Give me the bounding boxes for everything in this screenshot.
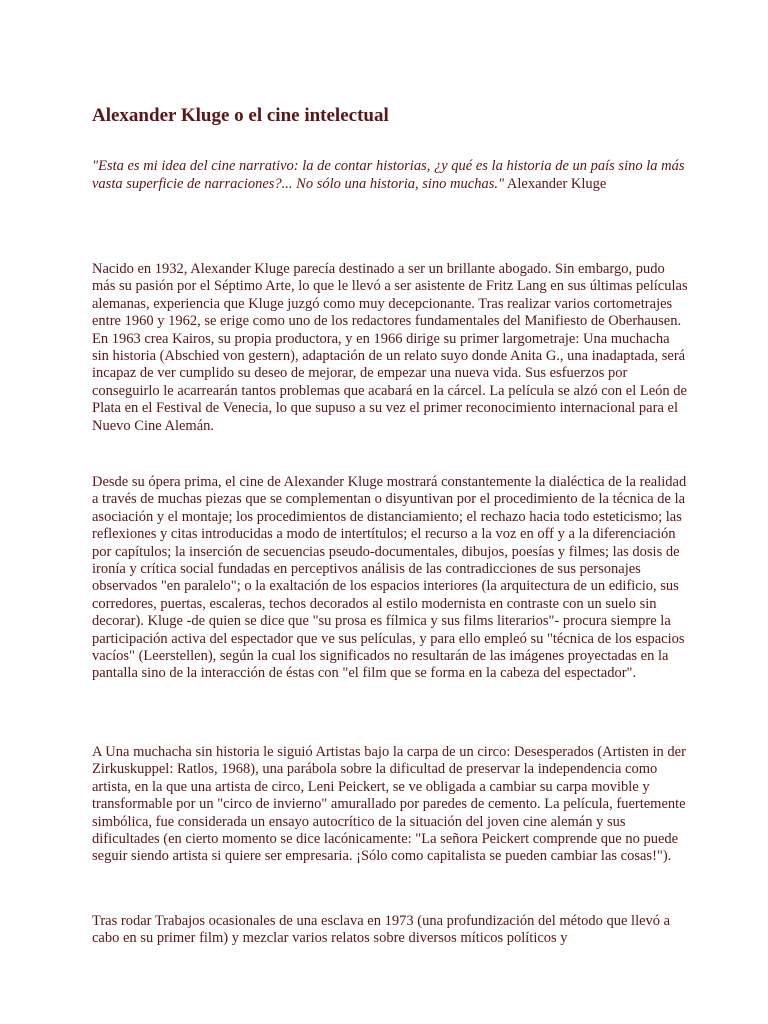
opening-quote: [92, 157, 688, 193]
document-title: Alexander Kluge o el cine intelectual: [92, 105, 389, 126]
paragraph-trabajos: Tras rodar Trabajos ocasionales de una esclava en 1973 (una profundización del método que llevó a cabo en su primer film) y mezclar varios relatos sobre diversos míticos políticos y: [92, 913, 671, 947]
quote-attribution: Alexander Kluge: [506, 176, 607, 192]
paragraph-artistas: A Una muchacha sin historia le siguió Artistas bajo la carpa de un circo: Desesperados (Artisten in der Zirkuskuppel: Ratlos, 1968), una parábola sobre la dificultad de preservar la independencia como artista, en la que una artista de circo, Leni Peickert, se ve obligada a cambiar su carpa movible y transformable por un "circo de invierno" amurallado por paredes de cemento. La película, fuertemente simbólica, fue considerada un ensayo autocrítico de la situación del joven cine alemán y sus dificultades (en cierto momento se dice lacónicamente: "La señora Peickert comprende que no puede seguir siendo artista si quiere ser empresaria. ¡Sólo como capitalista se pueden cambiar las cosas!").: [92, 744, 686, 865]
paragraph-style: Desde su ópera prima, el cine de Alexander Kluge mostrará constantemente la dialéctica de la realidad a través de muchas piezas que se complementan o disyuntivan por el procedimiento de la técnica de la asociación y el montaje; los procedimientos de distanciamiento; el rechazo hacia todo esteticismo; las reflexiones y citas introducidas a modo de intertítulos; el recurso a la voz en off y a la diferenciación por capítulos; la inserción de secuencias pseudo-documentales, dibujos, poesías y filmes; las dosis de ironía y crítica social fundadas en perceptivos análisis de las contradicciones de sus personajes observados "en paralelo"; o la exaltación de los espacios interiores (la arquitectura de un edificio, sus corredores, puertas, escaleras, techos decorados al estilo modernista en contraste con un suelo sin decorar). Kluge -de quien se dice que "su prosa es fílmica y sus films literarios"- procura siempre la participación activa del espectador que ve sus películas, y para ello empleó su "técnica de los espacios vacíos" (Leerstellen), según la cual los significados no resultarán de las imágenes proyectadas en la pantalla sino de la interacción de éstas con "el film que se forma en la cabeza del espectador".: [92, 474, 687, 682]
quote-text: "Esta es mi idea del cine narrativo: la de contar historias, ¿y qué es la historia de un país sino la más vasta superficie de narraciones?... No sólo una historia, sino muchas.": [92, 158, 685, 192]
paragraph-biography: Nacido en 1932, Alexander Kluge parecía destinado a ser un brillante abogado. Sin embargo, pudo más su pasión por el Séptimo Arte, lo que le llevó a ser asistente de Fritz Lang en sus últimas películas alemanas, experiencia que Kluge juzgó como muy decepcionante. Tras realizar varios cortometrajes entre 1960 y 1962, se erige como uno de los redactores fundamentales del Manifiesto de Oberhausen. En 1963 crea Kairos, su propia productora, y en 1966 dirige su primer largometraje: Una muchacha sin historia (Abschied von gestern), adaptación de un relato suyo donde Anita G., una inadaptada, será incapaz de ver cumplido su deseo de mejorar, de empezar una nueva vida. Sus esfuerzos por conseguirlo le acarrearán tantos problemas que acabará en la cárcel. La película se alzó con el León de Plata en el Festival de Venecia, lo que supuso a su vez el primer reconocimiento internacional para el Nuevo Cine Alemán.: [92, 261, 688, 434]
